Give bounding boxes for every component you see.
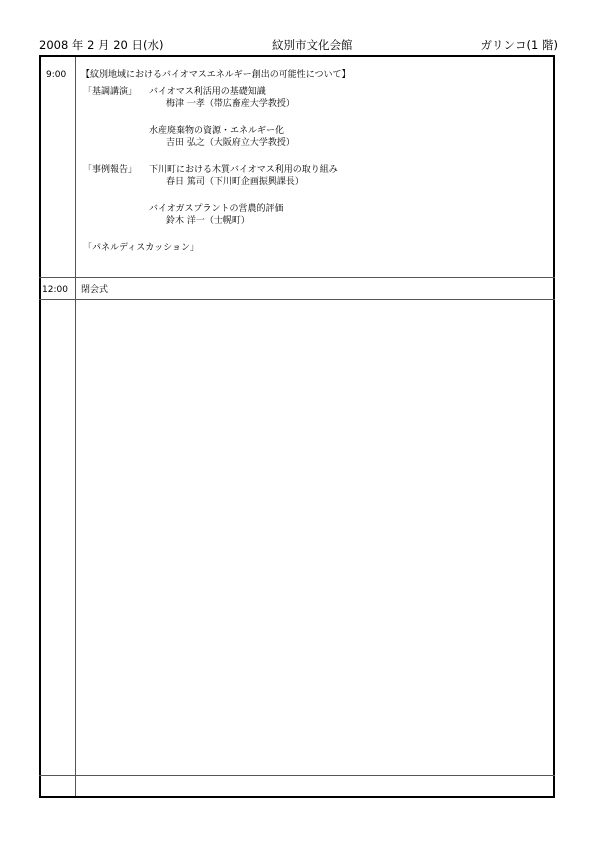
session-title: 【紋別地域におけるバイオマスエネルギー創出の可能性について】 (81, 70, 351, 80)
case-report-topic: 下川町における木質バイオマス利用の取り組み (149, 165, 338, 175)
case-report-speaker: 春日 篤司（下川町企画振興課長） (166, 177, 304, 187)
panel-discussion: 「パネルディスカッション」 (83, 243, 200, 253)
keynote-topic: 水産廃棄物の資源・エネルギー化 (149, 126, 285, 136)
keynote-topic: バイオマス利活用の基礎知識 (149, 87, 266, 97)
event-date: 2008 年 2 月 20 日(水) (39, 38, 164, 52)
venue-name: 紋別市文化会館 (272, 38, 353, 52)
time-slot-noon: 12:00 (42, 285, 68, 295)
row-divider (39, 775, 555, 776)
case-report-speaker: 鈴木 洋一（士幌町） (166, 216, 250, 226)
page-header (39, 37, 558, 53)
room-name: ガリンコ(1 階) (480, 38, 558, 52)
case-report-label: 「事例報告」 (83, 165, 138, 175)
row-divider (39, 277, 555, 278)
row-divider (39, 299, 555, 300)
closing-ceremony: 閉会式 (81, 285, 109, 295)
time-slot-morning: 9:00 (46, 70, 67, 80)
time-column-divider (75, 57, 76, 796)
keynote-speaker: 梅津 一孝（帯広畜産大学教授） (166, 99, 295, 109)
keynote-speaker: 吉田 弘之（大阪府立大学教授） (166, 138, 295, 148)
case-report-topic: バイオガスプラントの営農的評価 (149, 204, 284, 214)
keynote-label: 「基調講演」 (83, 87, 138, 97)
